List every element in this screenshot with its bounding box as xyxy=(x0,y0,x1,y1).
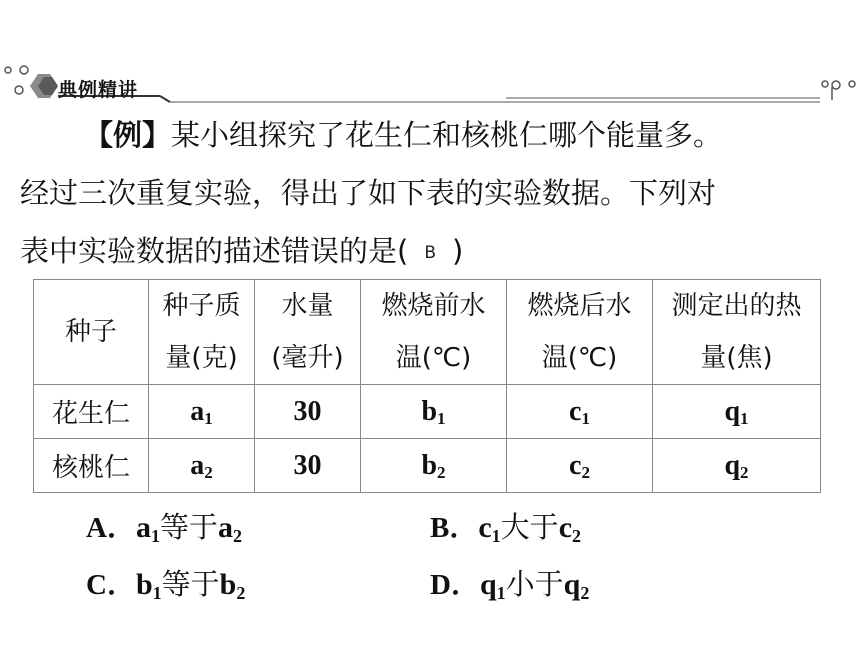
cell-seed: 花生仁 xyxy=(34,385,149,439)
question-line-1: 【例】某小组探究了花生仁和核桃仁哪个能量多。 xyxy=(84,118,723,152)
header-heat: 测定出的热 量(焦) xyxy=(653,280,821,385)
header-water: 水量 (毫升) xyxy=(255,280,361,385)
header-seed: 种子 xyxy=(34,280,149,385)
cell-heat: $q_1$ xyxy=(653,385,821,439)
cell-seed: 核桃仁 xyxy=(34,439,149,493)
option-b[interactable]: B．$c_1$大于$c_2$ xyxy=(430,510,582,546)
option-d[interactable]: D．$q_1$小于$q_2$ xyxy=(430,567,590,603)
section-header xyxy=(0,62,860,112)
header-temp-after: 燃烧后水 温(℃) xyxy=(507,280,653,385)
cell-temp-before: $b_2$ xyxy=(361,439,507,493)
option-c[interactable]: C．$b_1$等于$b_2$ xyxy=(86,567,246,603)
cell-temp-after: $c_2$ xyxy=(507,439,653,493)
table-header-row xyxy=(34,280,821,385)
cell-mass: $a_2$ xyxy=(149,439,255,493)
table-row xyxy=(34,385,821,439)
header-mass: 种子质 量(克) xyxy=(149,280,255,385)
question-line-2: 经过三次重复实验，得出了如下表的实验数据。下列对 xyxy=(20,176,717,210)
cell-water: 30 xyxy=(255,385,361,439)
cell-heat: $q_2$ xyxy=(653,439,821,493)
answer-value: B xyxy=(424,243,436,263)
cell-temp-before: $b_1$ xyxy=(361,385,507,439)
section-label: 典例精讲 xyxy=(58,79,139,101)
cell-water: 30 xyxy=(255,439,361,493)
question-text xyxy=(20,106,850,282)
header-temp-before: 燃烧前水 温(℃) xyxy=(361,280,507,385)
question-tag: 【例】 xyxy=(84,118,172,152)
question-line-3: 表中实验数据的描述错误的是( B ) xyxy=(20,234,464,268)
cell-mass: $a_1$ xyxy=(149,385,255,439)
experiment-table xyxy=(33,279,821,493)
cell-temp-after: $c_1$ xyxy=(507,385,653,439)
option-a[interactable]: A．$a_1$等于$a_2$ xyxy=(86,510,242,546)
table-row xyxy=(34,439,821,493)
